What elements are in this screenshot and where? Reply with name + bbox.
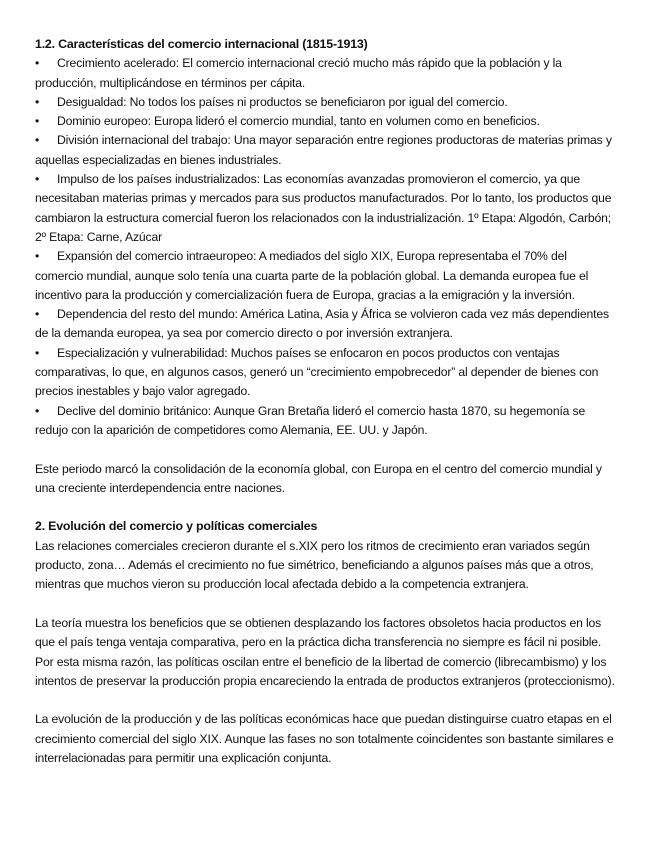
bullet-marker: • [35, 172, 40, 187]
section-2-heading: 2. Evolución del comercio y políticas comerciales [35, 519, 318, 534]
paragraph-spacer [35, 691, 618, 710]
bullet-text: Crecimiento acelerado: El comercio internacional creció mucho más rápido que la población y la producción, multiplicándose en términos per cápita. [35, 56, 562, 90]
bullet-text: Expansión del comercio intraeuropeo: A mediados del siglo XIX, Europa representaba el 70% del comercio mundial, aunque solo tenía una cuarta parte de la población global. La demanda europea fue el incentivo para la producción y comercialización fuera de Europa, gracias a la emigración y la inversión. [35, 249, 589, 302]
bullet-text: Dominio europeo: Europa lideró el comercio mundial, tanto en volumen como en beneficios. [57, 114, 540, 129]
bullet-item [35, 247, 618, 305]
section-2-paragraph: Las relaciones comerciales crecieron durante el s.XIX pero los ritmos de crecimiento eran variados según producto, zona… Además el crecimiento no fue simétrico, beneficiando a algunos países más que a otros, mientras que muchos vieron su producción local afectada debido a la competencia extranjera. [35, 538, 594, 592]
bullet-text: Dependencia del resto del mundo: América Latina, Asia y África se volvieron cada vez más dependientes de la demanda europea, ya sea por comercio directo o por inversión extranjera. [35, 307, 609, 341]
bullet-marker: • [35, 345, 40, 360]
bullet-text: División internacional del trabajo: Una mayor separación entre regiones productoras de materias primas y aquellas especializadas en bienes industriales. [35, 133, 612, 167]
bullet-marker: • [35, 114, 40, 129]
bullet-text: Impulso de los países industrializados: Las economías avanzadas promovieron el comercio, ya que necesitaban materias primas y mercados para sus productos manufacturados. Por lo tanto, los productos que cambiaron la estructura comercial fueron los relacionados con la industrialización. 1º Etapa: Algodón, Carbón; 2º Etapa: Carne, Azúcar [35, 172, 612, 244]
bullet-item [35, 344, 618, 402]
paragraph-spacer [35, 595, 618, 614]
bullet-item [35, 170, 618, 247]
section-1-conclusion: Este periodo marcó la consolidación de la economía global, con Europa en el centro del comercio mundial y una creciente interdependencia entre naciones. [35, 461, 602, 495]
section-1-bullet-list [35, 54, 618, 440]
section-2-paragraph: La teoría muestra los beneficios que se obtienen desplazando los factores obsoletos hacia productos en los que el país tenga ventaja comparativa, pero en la práctica dicha transferencia no siempre es fácil ni posible. Por esta misma razón, las políticas oscilan entre el beneficio de la libertad de comercio (librecambismo) y los intentos de preservar la producción propia encareciendo la entrada de productos extranjeros (proteccionismo). [35, 615, 615, 688]
bullet-marker: • [35, 94, 40, 109]
bullet-marker: • [35, 249, 40, 264]
bullet-text: Desigualdad: No todos los países ni productos se beneficiaron por igual del comercio. [57, 94, 508, 109]
bullet-item [35, 93, 618, 112]
bullet-marker: • [35, 133, 40, 148]
bullet-item [35, 112, 618, 131]
section-2-paragraph: La evolución de la producción y de las políticas económicas hace que puedan distinguirse cuatro etapas en el crecimiento comercial del siglo XIX. Aunque las fases no son totalmente coincidentes son bastante similares e interrelacionadas para permitir una explicación conjunta. [35, 712, 614, 765]
bullet-marker: • [35, 56, 40, 71]
paragraph-spacer [35, 440, 618, 459]
bullet-marker: • [35, 403, 40, 418]
bullet-item [35, 131, 618, 170]
paragraph-spacer [35, 498, 618, 517]
section-1-heading: 1.2. Características del comercio internacional (1815-1913) [35, 37, 368, 51]
bullet-marker: • [35, 307, 40, 322]
bullet-item [35, 305, 618, 344]
bullet-item [35, 402, 618, 441]
bullet-text: Declive del dominio británico: Aunque Gran Bretaña lideró el comercio hasta 1870, su hegemonía se redujo con la aparición de competidores como Alemania, EE. UU. y Japón. [35, 403, 586, 437]
bullet-item [35, 54, 618, 93]
bullet-text: Especialización y vulnerabilidad: Muchos países se enfocaron en pocos productos con ventajas comparativas, lo que, en algunos casos, generó un “crecimiento empobrecedor” al depender de bienes con precios inestables y bajo valor agregado. [35, 345, 599, 399]
